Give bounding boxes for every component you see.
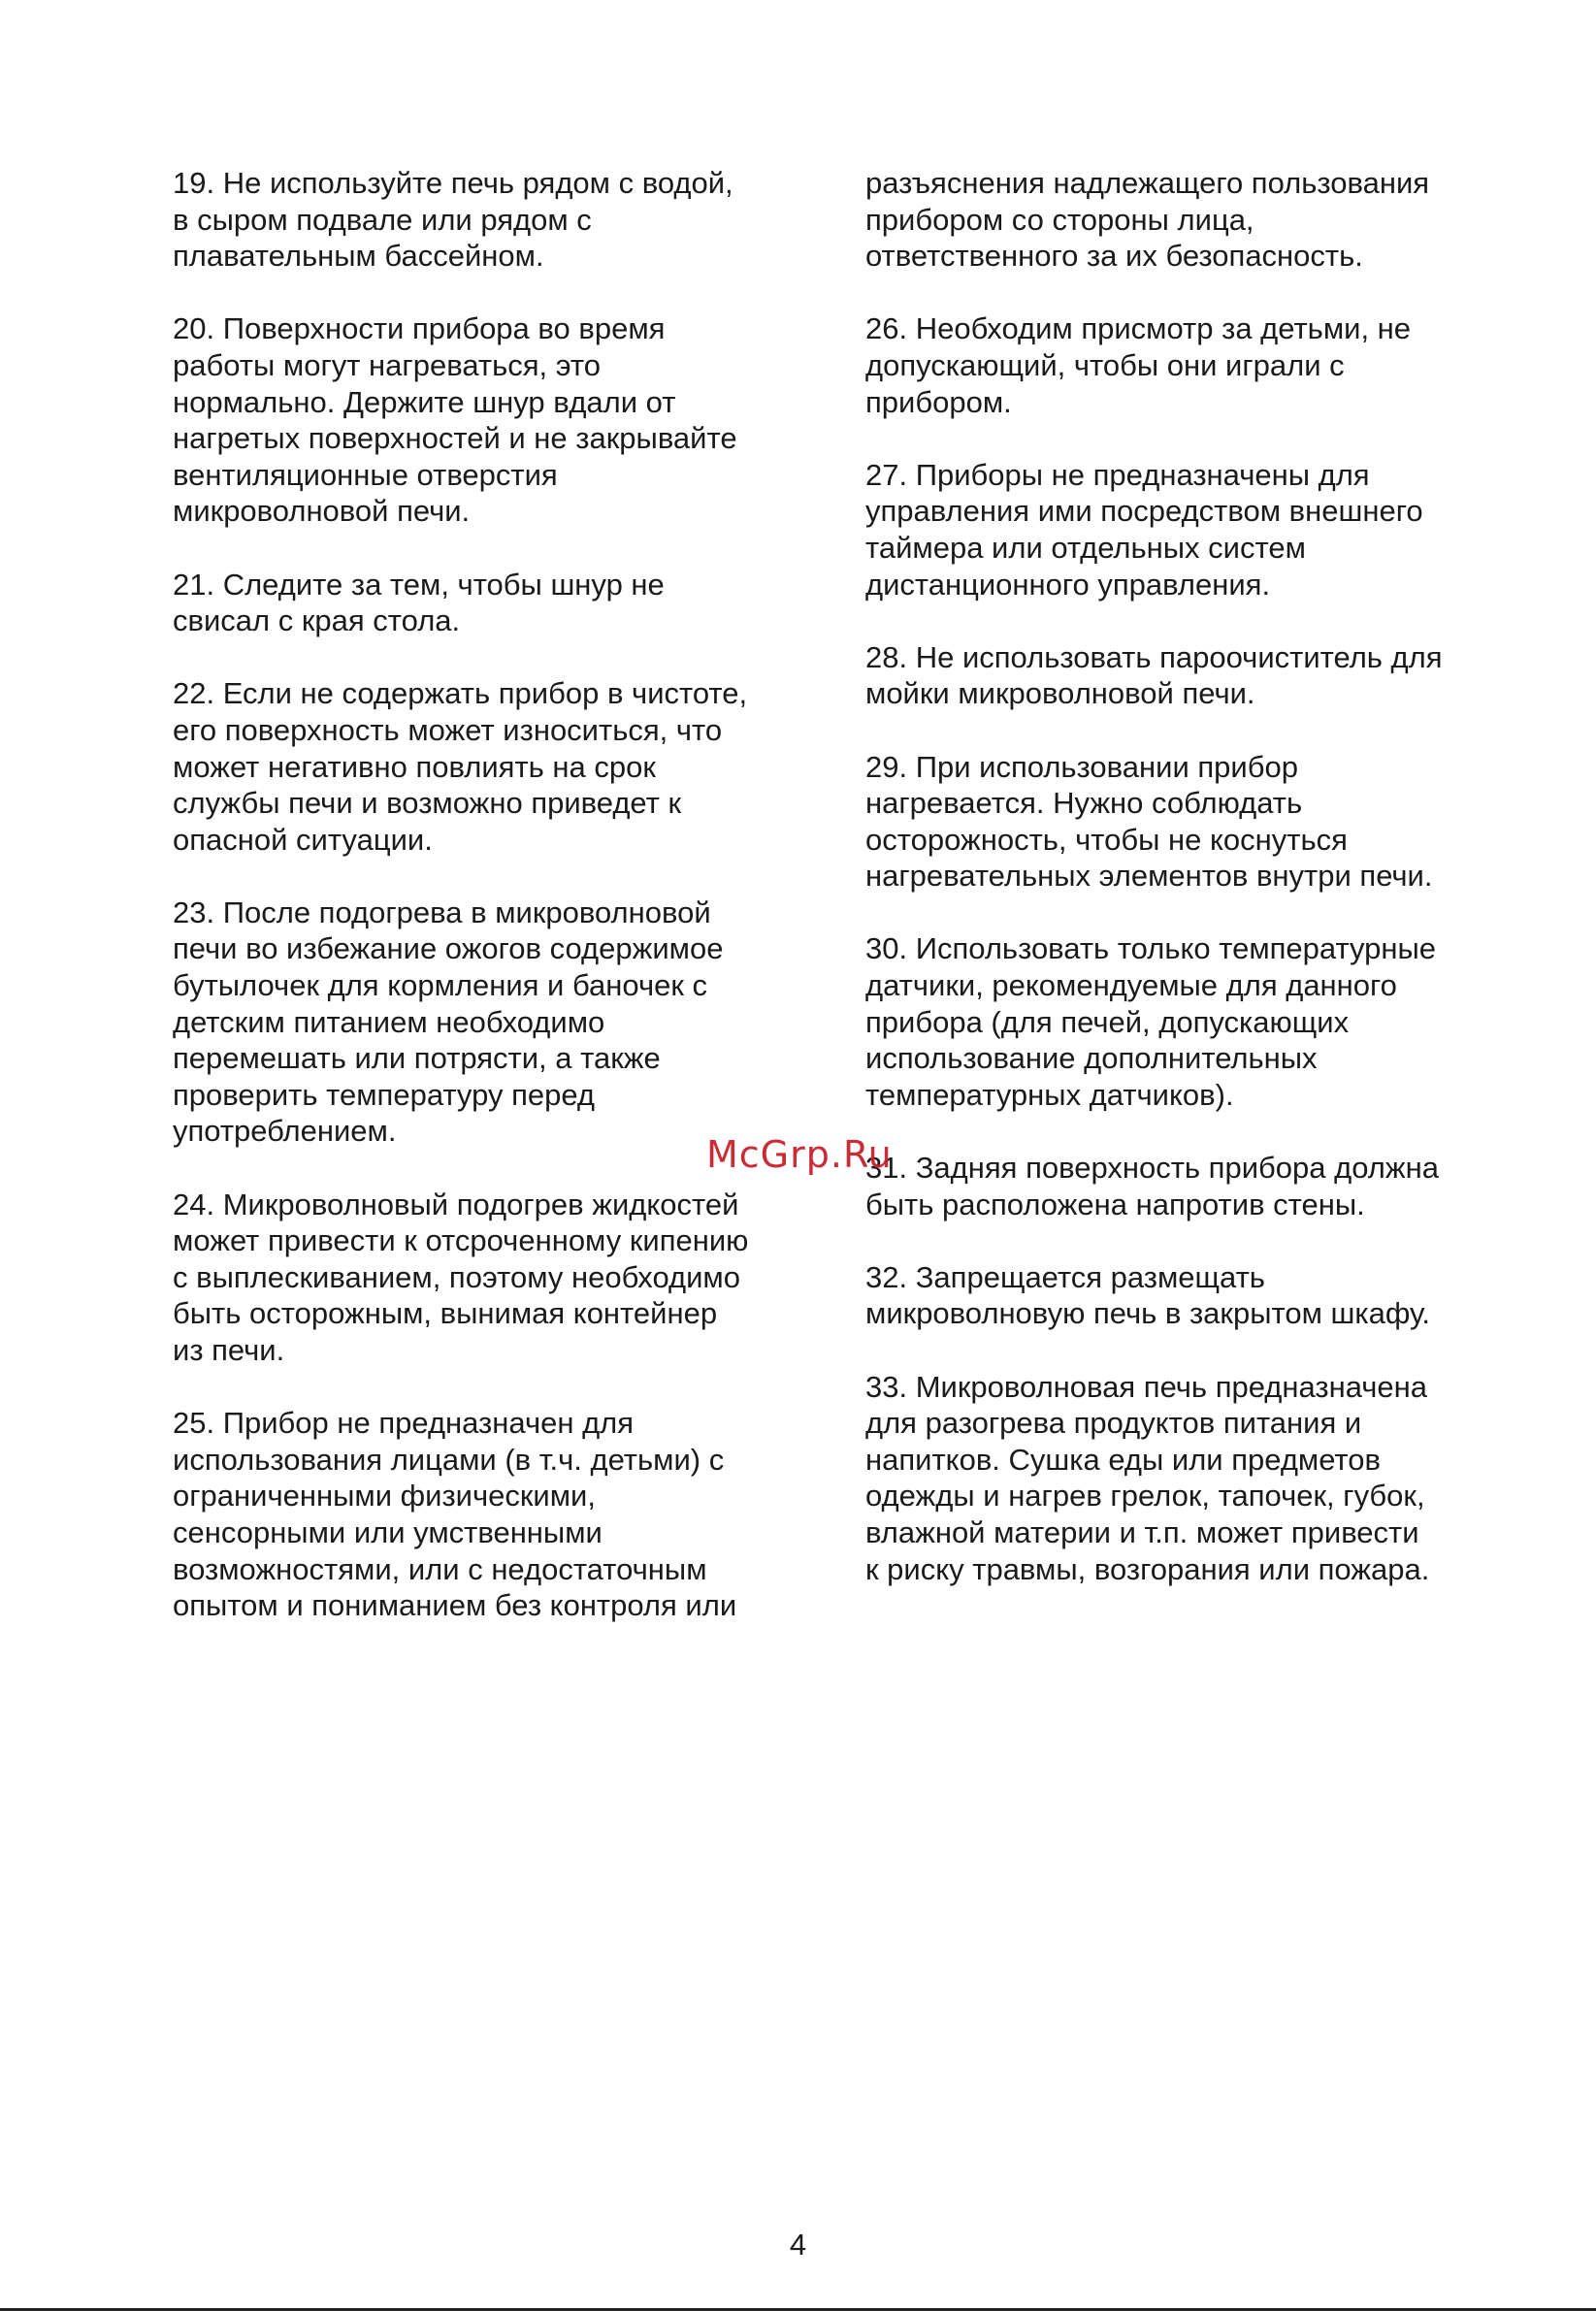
paragraph-29: 29. При использовании прибор нагревается. Нужно соблюдать осторожность, чтобы не коснуться нагревательных элементов внутри печи. xyxy=(865,749,1433,894)
paragraph-32: 32. Запрещается размещать микроволновую печь в закрытом шкафу. xyxy=(865,1259,1431,1331)
paragraph-24: 24. Микроволновый подогрев жидкостей может привести к отсроченному кипению с выплескиванием, поэтому необходимо быть осторожным, вынимая контейнер из печи. xyxy=(173,1187,749,1367)
left-column xyxy=(173,165,813,1660)
paragraph-20: 20. Поверхности прибора во время работы могут нагреваться, это нормально. Держите шнур вдали от нагретых поверхностей и не закрывайте вентиляционные отверстия микроволновой печи. xyxy=(173,311,737,529)
paragraph-25: 25. Прибор не предназначен для использования лицами (в т.ч. детьми) с ограниченными физическими, сенсорными или умственными возможностями, или с недостаточным опытом и пониманием без контроля или xyxy=(173,1406,737,1623)
paragraph-22: 22. Если не содержать прибор в чистоте, его поверхность может износиться, что может негативно повлиять на срок службы печи и возможно приведет к опасной ситуации. xyxy=(173,676,748,857)
paragraph-31: 31. Задняя поверхность прибора должна быть расположена напротив стены. xyxy=(865,1151,1439,1221)
paragraph-33: 33. Микроволновая печь предназначена для разогрева продуктов питания и напитков. Сушка еды или предметов одежды и нагрев грелок, тапочек, губок, влажной материи и т.п. может привести к риску травмы, возгорания или пожара. xyxy=(865,1369,1430,1586)
paragraph-21: 21. Следите за тем, чтобы шнур не свисал с края стола. xyxy=(173,567,665,638)
paragraph-27: 27. Приборы не предназначены для управления ими посредством внешнего таймера или отдельных систем дистанционного управления. xyxy=(865,457,1423,602)
right-column xyxy=(865,165,1506,1624)
paragraph-19: 19. Не используйте печь рядом с водой, в сыром подвале или рядом с плавательным бассейном. xyxy=(173,166,733,274)
watermark-text: McGrp.Ru xyxy=(706,1133,893,1176)
paragraph-30: 30. Использовать только температурные датчики, рекомендуемые для данного прибора (для печей, допускающих использование дополнительных температурных датчиков). xyxy=(865,931,1437,1112)
paragraph-23: 23. После подогрева в микроволновой печи во избежание ожогов содержимое бутылочек для кормления и баночек с детским питанием необходимо перемешать или потрясти, а также проверить температуру перед употреблением. xyxy=(173,895,724,1149)
page-number: 4 xyxy=(789,2228,807,2262)
paragraph-28: 28. Не использовать пароочиститель для мойки микроволновой печи. xyxy=(865,639,1443,711)
paragraph-26: 26. Необходим присмотр за детьми, не допускающий, чтобы они играли с прибором. xyxy=(865,311,1412,419)
paragraph-25-continued: разъяснения надлежащего пользования прибором со стороны лица, ответственного за их безопасность. xyxy=(865,166,1430,274)
